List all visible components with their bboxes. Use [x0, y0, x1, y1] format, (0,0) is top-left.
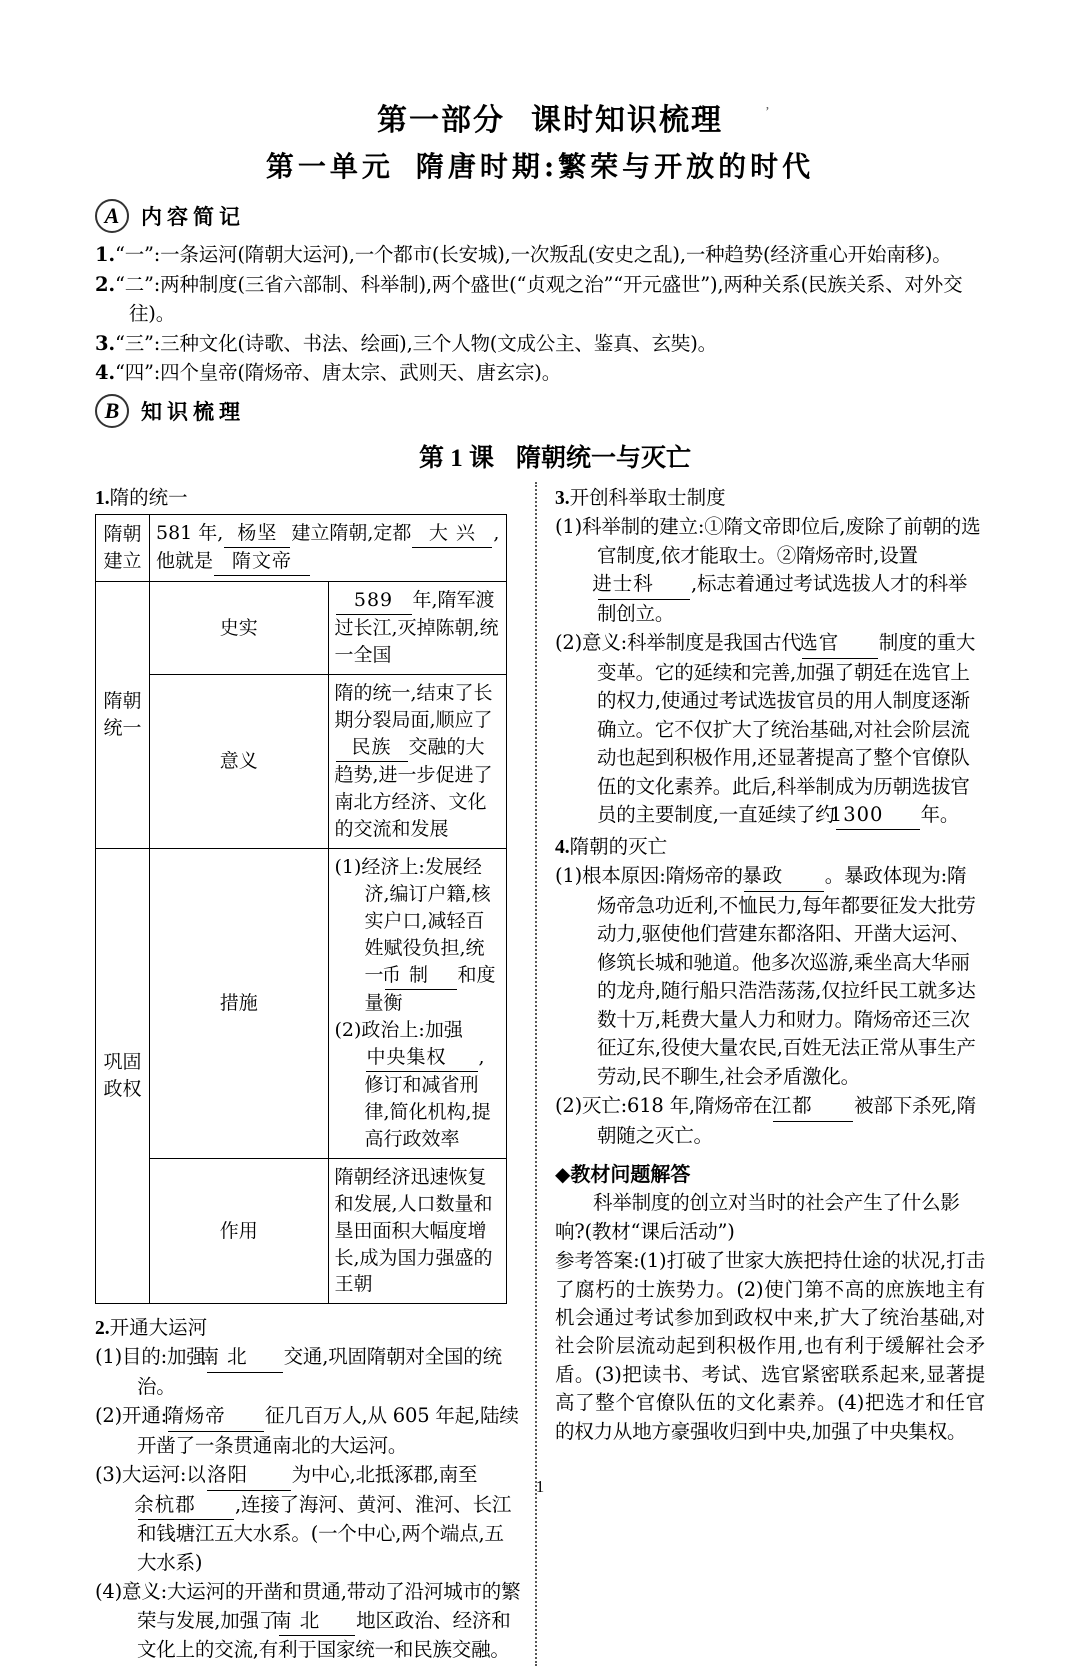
summary-item-number: 4. [95, 361, 115, 385]
blank-xuanguan[interactable]: 选官 [802, 629, 878, 658]
section-b-header [95, 394, 985, 428]
founding-text-3: , [493, 522, 500, 545]
blank-centralization[interactable]: 中央集权 [366, 1044, 478, 1072]
keju-sig-text-1: (2)意义:科举制度是我国古代 [555, 631, 801, 655]
blank-emperor[interactable]: 隋文帝 [214, 548, 310, 576]
fall-root-cause-item [555, 862, 985, 1091]
summary-item-number: 3. [95, 331, 115, 355]
founding-text-4: 他就是 [156, 550, 214, 573]
founding-text-1: 581 年, [156, 522, 224, 545]
section-2-title: 开通大运河 [109, 1316, 208, 1340]
blank-founder[interactable]: 杨坚 [224, 520, 290, 548]
summary-item-text: “四”:四个皇帝(隋炀帝、唐太宗、武则天、唐玄宗)。 [114, 361, 561, 385]
section-3-heading [555, 482, 985, 510]
cell-meaning-text [328, 675, 507, 849]
section-1-title: 隋的统一 [109, 486, 188, 510]
blank-year-589[interactable]: 589 [336, 587, 412, 615]
fall-demise-item [555, 1092, 985, 1150]
cell-founding-text [150, 515, 507, 582]
keju-sig-text-2: 制度的重大变革。它的延续和完善,加强了朝廷在选官上的权力,使通过考试选拔官员的用人制度逐渐确立。它不仅扩大了统治基础,对社会阶层流动也起到积极作用,还显著提高了整个官僚队伍的文化素养。此后,科举制成为历朝选拔官员的主要制度,一直延续了约 [597, 631, 976, 826]
section-2-heading [95, 1312, 521, 1340]
keju-est-text-2: ,标志着通过考试选拔人才的科举制创立。 [597, 572, 968, 625]
section-4-heading [555, 831, 985, 859]
summary-item [95, 271, 985, 329]
table-row [96, 582, 507, 675]
cell-measure-text [328, 848, 507, 1158]
canal-route-tail-2: ,连接了海河、黄河、淮河、长江和钱塘江五大水系。(一个中心,两个端点,五大水系) [137, 1492, 512, 1574]
canal-purpose-label: (1)目的:加强 [95, 1345, 206, 1369]
summary-item [95, 241, 985, 270]
blank-yangdi[interactable]: 隋炀帝 [168, 1402, 264, 1431]
textbook-question: 科举制度的创立对当时的社会产生了什么影响?(教材“课后活动”) [555, 1191, 960, 1243]
summary-item [95, 330, 985, 359]
section-1-heading [95, 482, 521, 510]
keju-sig-text-3: 年。 [920, 802, 960, 826]
section-1-number: 1. [95, 488, 110, 510]
page-number: 1 [535, 1477, 545, 1496]
keju-significance-item [555, 629, 985, 830]
keju-establishment-item [555, 513, 985, 628]
canal-route-label: (3)大运河:以 [95, 1463, 206, 1487]
lesson-title [95, 438, 985, 474]
textbook-answer: 参考答案:(1)打破了世家大族把持仕途的状况,打击了腐朽的士族势力。(2)使门第不高的庶族地主有机会通过考试参加到政权中来,扩大了统治基础,对社会阶层流动起到积极作用,也有利于缓解社会矛盾。(3)把读书、考试、选官紧密联系起来,显著提高了整个官僚队伍的文化素养。(4)把选才和任官的权力从地方豪强收归到中央,加强了中央集权。 [555, 1249, 985, 1443]
measure-2-text-2: ,修订和减省刑律,简化机构,提高行政效率 [364, 1045, 491, 1150]
unit-title-main: 隋唐时期:繁荣与开放的时代 [415, 150, 815, 183]
measure-2-text-1: (2)政治上:加强 [334, 1018, 463, 1041]
row-label-founding: 隋朝 建立 [96, 515, 150, 582]
fall-cause-text-1: (1)根本原因:隋炀帝的 [555, 864, 743, 888]
blank-jiangdu[interactable]: 江都 [773, 1092, 853, 1121]
table-row [96, 675, 507, 849]
summary-item-number: 2. [95, 272, 115, 296]
summary-item-number: 1. [95, 243, 115, 266]
section-3-number: 3. [555, 488, 570, 510]
subrow-label-fact: 史实 [150, 582, 329, 675]
canal-significance-label: (4)意义:大运河的开凿和贯通,带动了沿河城市的繁荣与发展,加强了 [95, 1580, 521, 1632]
measure-1-text-1: (1)经济上:发展经济,编订户籍,核实户口,减轻百姓赋役负担,统一 [334, 855, 491, 986]
textbook-qa-title: 教材问题解答 [570, 1162, 691, 1187]
meaning-text-2: 交融的大趋势,进一步促进了南北方经济、文化的交流和发展 [334, 736, 493, 840]
canal-item-significance [95, 1578, 521, 1664]
badge-b-icon: B [95, 394, 129, 428]
badge-a-icon: A [95, 199, 129, 233]
fall-demise-text-1: (2)灭亡:618 年,隋炀帝在 [555, 1094, 773, 1118]
canal-item-purpose [95, 1343, 521, 1401]
canal-route-tail: 为中心,北抵涿郡,南至 [291, 1463, 478, 1487]
summary-item-text: “三”:三种文化(诗歌、书法、绘画),三个人物(文成公主、鉴真、玄奘)。 [114, 331, 717, 355]
content-summary-list [95, 241, 985, 388]
table-row [96, 848, 507, 1158]
unit-title-prefix: 第一单元 [265, 150, 394, 183]
blank-yuhangjun[interactable]: 余杭郡 [138, 1491, 234, 1520]
keju-est-text-1: (1)科举制的建立:①隋文帝即位后,废除了前朝的选官制度,依才能取士。②隋炀帝时,设置 [555, 515, 981, 567]
sui-knowledge-table [95, 514, 507, 1304]
fall-cause-text-2: 。暴政体现为:隋炀帝急功近利,不恤民力,每年都要征发大批劳动力,驱使他们营建东都洛阳、开凿大运河、修筑长城和驰道。他多次巡游,乘坐高大华丽的龙舟,随行船只浩浩荡荡,仅拉纤民工就多达数十万,耗费大量人力和财力。隋炀帝还三次征辽东,役使大量农民,百姓无法正常从事生产劳动,民不聊生,社会矛盾激化。 [597, 864, 976, 1088]
part-title [95, 95, 985, 139]
subrow-label-effect: 作用 [150, 1158, 329, 1304]
canal-opening-tail: 征几百万人,从 605 年起,陆续开凿了一条贯通南北的大运河。 [137, 1404, 519, 1457]
blank-jinshi-ke[interactable]: 进士科 [598, 570, 690, 599]
blank-ethnic[interactable]: 民族 [336, 734, 408, 762]
summary-item [95, 359, 985, 388]
section-3-title: 开创科举取士制度 [569, 486, 726, 510]
blank-tyranny[interactable]: 暴政 [744, 862, 824, 891]
part-title-main: 课时知识梳理 [531, 104, 723, 137]
section-a-label: 内容简记 [141, 204, 245, 229]
blank-luoyang[interactable]: 洛阳 [207, 1461, 291, 1490]
section-4-title: 隋朝的灭亡 [569, 835, 668, 859]
meaning-text-1: 隋的统一,结束了长期分裂局面,顺应了 [334, 682, 493, 732]
table-row [96, 1158, 507, 1304]
canal-purpose-tail: 交通,巩固隋朝对全国的统治。 [137, 1345, 502, 1398]
lesson-name: 隋朝统一与灭亡 [516, 445, 692, 473]
fall-demise-text-2: 被部下杀死,隋朝随之灭亡。 [597, 1094, 976, 1147]
part-title-prefix: 第一部分 [377, 104, 505, 137]
subrow-label-measure: 措施 [150, 848, 329, 1158]
blank-capital[interactable]: 大 兴 [412, 520, 492, 548]
section-2-number: 2. [95, 1318, 110, 1340]
measure-item-1 [335, 854, 501, 1017]
canal-significance-tail: 地区政治、经济和文化上的交流,有利于国家统一和民族交融。 [137, 1608, 511, 1662]
section-4-number: 4. [555, 837, 570, 859]
textbook-qa-heading [555, 1158, 985, 1187]
diamond-marker-icon: ◆ [555, 1162, 571, 1187]
table-row [96, 515, 507, 582]
section-a-header [95, 199, 985, 233]
stray-mark: ’ [765, 105, 770, 120]
row-label-unification: 隋朝 统一 [96, 582, 150, 849]
canal-opening-label: (2)开通: [95, 1404, 167, 1428]
blank-1300-years[interactable]: 1300 [836, 801, 920, 830]
measure-item-2 [335, 1017, 501, 1153]
lesson-number: 第 1 课 [418, 445, 494, 473]
unit-title [95, 145, 985, 185]
subrow-label-meaning: 意义 [150, 675, 329, 849]
summary-item-text: “一”:一条运河(隋朝大运河),一个都市(长安城),一次叛乱(安史之乱),一种趋势(经济重心开始南移)。 [114, 243, 952, 266]
cell-fact-text [328, 582, 507, 675]
blank-north-south-2[interactable]: 南 北 [279, 1607, 355, 1636]
section-b-label: 知识梳理 [141, 399, 245, 425]
row-label-consolidation: 巩固 政权 [96, 848, 150, 1304]
fact-text: 年,隋军渡过长江,灭掉陈朝,统一全国 [334, 589, 499, 667]
canal-item-opening [95, 1402, 521, 1460]
summary-item-text: “二”:两种制度(三省六部制、科举制),两个盛世(“贞观之治”“开元盛世”),两种关系(民族关系、对外交往)。 [114, 272, 963, 325]
cell-effect-text: 隋朝经济迅速恢复和发展,人口数量和垦田面积大幅度增长,成为国力强盛的王朝 [328, 1158, 507, 1304]
measure-1-text-2: 和度量衡 [364, 963, 496, 1014]
founding-text-2: 建立隋朝,定都 [291, 522, 412, 545]
blank-north-south-1[interactable]: 南 北 [207, 1343, 283, 1372]
blank-currency[interactable]: 币 制 [385, 962, 457, 990]
